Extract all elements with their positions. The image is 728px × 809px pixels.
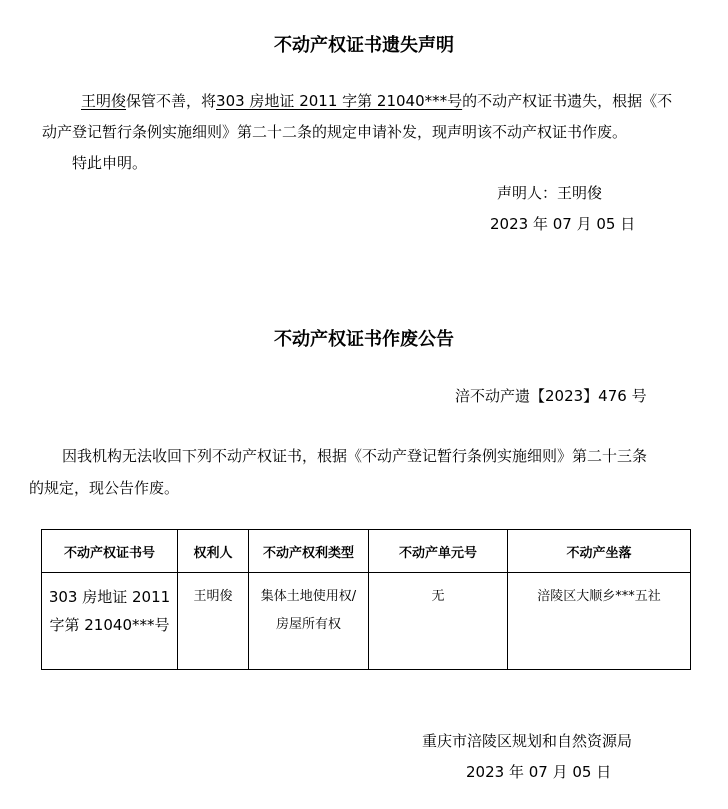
cell-unit-number: 无	[369, 573, 508, 670]
table-row	[42, 573, 691, 670]
cell-location: 涪陵区大顺乡***五社	[508, 573, 691, 670]
announcement-date: 2023 年 07 月 05 日	[466, 763, 612, 781]
announcement-paragraph-line1: 因我机构无法收回下列不动产权证书，根据《不动产登记暂行条例实施细则》第二十三条	[62, 447, 648, 465]
declarant-signature: 声明人：王明俊	[497, 184, 603, 202]
declaration-title: 不动产权证书遗失声明	[274, 35, 454, 56]
declaration-paragraph-line1	[81, 91, 672, 111]
table-header: 不动产权证书号	[42, 530, 178, 573]
declaration-paragraph-line2: 动产登记暂行条例实施细则》第二十二条的规定申请补发，现声明该不动产权证书作废。	[42, 123, 628, 141]
cell-right-type: 集体土地使用权/ 房屋所有权	[249, 573, 369, 670]
certificate-number: 303 房地证 2011 字第 21040***号	[216, 92, 463, 110]
table-header-row	[42, 530, 691, 573]
cell-certificate-number: 303 房地证 2011 字第 21040***号	[42, 573, 178, 670]
issuer-name: 重庆市涪陵区规划和自然资源局	[422, 732, 633, 750]
announcement-doc-number: 涪不动产遗【2023】476 号	[455, 387, 647, 405]
declaration-text: 保管不善，将	[126, 92, 217, 110]
declaration-date: 2023 年 07 月 05 日	[490, 215, 636, 233]
table-header: 不动产单元号	[369, 530, 508, 573]
declaration-text: 的不动产权证书遗失，根据《不	[462, 92, 673, 110]
declarant-name: 王明俊	[81, 92, 127, 110]
table-header: 不动产坐落	[508, 530, 691, 573]
announcement-title: 不动产权证书作废公告	[274, 329, 454, 350]
certificate-table	[41, 529, 691, 670]
table-header: 不动产权利类型	[249, 530, 369, 573]
declaration-closing: 特此申明。	[72, 154, 148, 172]
cell-right-holder: 王明俊	[178, 573, 249, 670]
announcement-paragraph-line2: 的规定，现公告作废。	[29, 479, 180, 497]
table-header: 权利人	[178, 530, 249, 573]
